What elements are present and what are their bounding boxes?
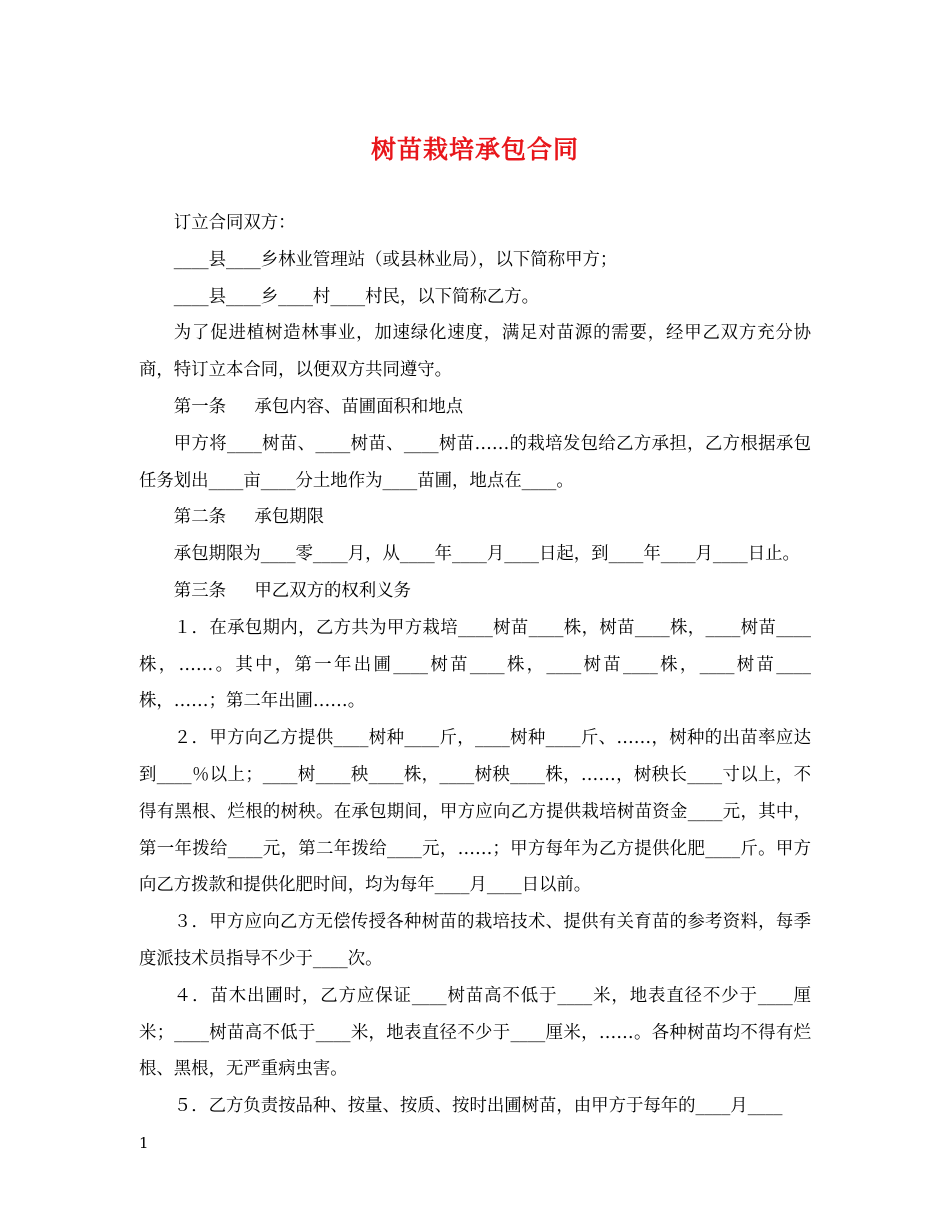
article-3-clause-5: ５．乙方负责按品种、按量、按质、按时出圃树苗，由甲方于每年的____月____ <box>173 1096 783 1117</box>
article-2-heading: 第二条 承包期限 <box>173 507 324 528</box>
article-3-clause-4: ４．苗木出圃时，乙方应保证____树苗高不低于____米，地表直径不少于____厘米；____树苗高不低于____米，地表直径不少于____厘米，……。各种树苗均不得有烂根、黑根，无严重病虫害。 <box>139 985 811 1080</box>
article-1-heading: 第一条 承包内容、苗圃面积和地点 <box>173 396 464 417</box>
page-number: 1 <box>139 1134 149 1152</box>
paragraph-party-b: ____县____乡____村____村民，以下简称乙方。 <box>173 286 540 307</box>
paragraph-preamble: 为了促进植树造林事业，加速绿化速度，满足对苗源的需要，经甲乙双方充分协商，特订立本合同，以便双方共同遵守。 <box>139 323 811 381</box>
article-2-body: 承包期限为____零____月，从____年____月____日起，到____年____月____日止。 <box>173 544 800 565</box>
paragraph-party-a: ____县____乡林业管理站（或县林业局），以下简称甲方； <box>173 249 618 270</box>
document-body <box>139 205 811 1125</box>
paragraph-parties-intro: 订立合同双方： <box>173 213 296 233</box>
article-3-clause-2: ２．甲方向乙方提供____树种____斤，____树种____斤、……，树种的出苗率应达到____％以上；____树____秧____株，____树秧____株，……，树秧长____寸以上，不得有黑根、烂根的树秧。在承包期间，甲方应向乙方提供栽培树苗资金____元，其中，第一年拨给____元，第二年拨给____元，……；甲方每年为乙方提供化肥____斤。甲方向乙方拨款和提供化肥时间，均为每年____月____日以前。 <box>139 728 811 896</box>
article-3-clause-1: １．在承包期内，乙方共为甲方栽培____树苗____株，树苗____株，____树苗____株，……。其中，第一年出圃____树苗____株，____树苗____株，____树苗____株，……；第二年出圃……。 <box>139 617 811 712</box>
document-title: 树苗栽培承包合同 <box>370 135 579 164</box>
article-3-heading: 第三条 甲乙双方的权利义务 <box>173 580 411 601</box>
article-3-clause-3: ３．甲方应向乙方无偿传授各种树苗的栽培技术、提供有关育苗的参考资料，每季度派技术员指导不少于____次。 <box>139 912 811 969</box>
article-1-body: 甲方将____树苗、____树苗、____树苗……的栽培发包给乙方承担，乙方根据承包任务划出____亩____分土地作为____苗圃，地点在____。 <box>139 433 811 491</box>
